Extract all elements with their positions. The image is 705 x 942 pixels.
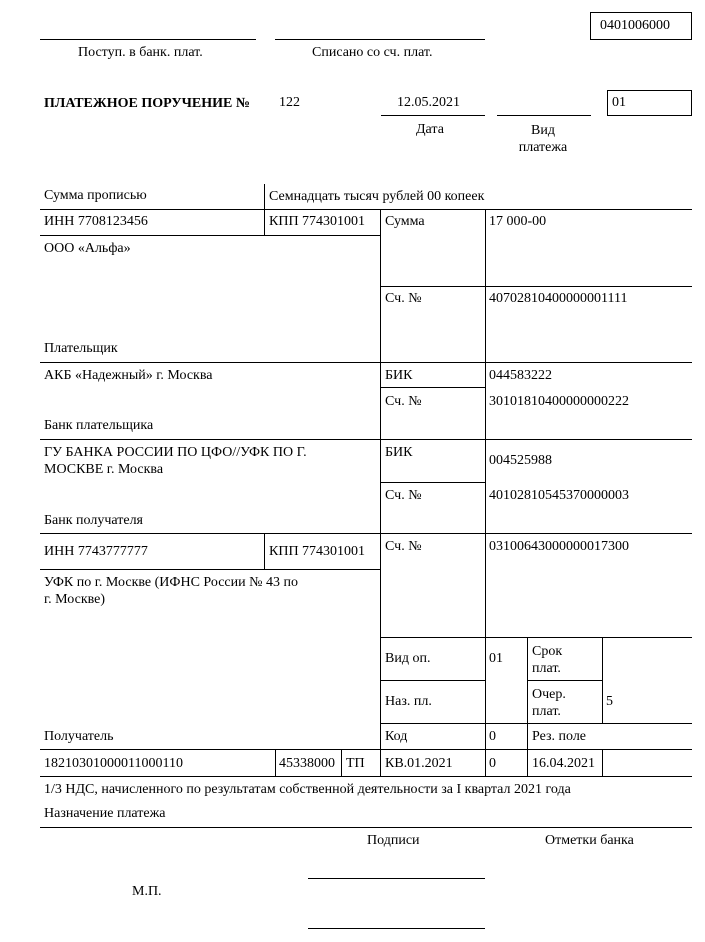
bank-marks-label: Отметки банка [545, 833, 634, 848]
grid-line [527, 637, 528, 776]
payee-inn: ИНН 7743777777 [44, 544, 148, 559]
payer-name: ООО «Альфа» [44, 241, 131, 256]
grid-line [341, 749, 342, 776]
sum-value: 17 000-00 [489, 214, 547, 229]
purpose-code-label: Наз. пл. [385, 694, 432, 709]
kbk: 18210301000011000110 [44, 756, 183, 771]
operation-type-label: Вид оп. [385, 651, 431, 666]
stamp-label: М.П. [132, 884, 162, 899]
grid-line [275, 749, 276, 776]
amount-words-label: Сумма прописью [44, 188, 147, 203]
grid-line [485, 209, 486, 362]
payment-order-value: 5 [606, 694, 613, 709]
sum-label: Сумма [385, 214, 425, 229]
purpose-label: Назначение платежа [44, 806, 166, 821]
payer-bank-bik-label: БИК [385, 368, 413, 383]
grid-line [485, 533, 486, 776]
payee-bank-name-line1: ГУ БАНКА РОССИИ ПО ЦФО//УФК ПО Г. [44, 445, 307, 460]
grid-line [527, 680, 602, 681]
grid-line [40, 569, 380, 570]
payer-account-label: Сч. № [385, 291, 422, 306]
payee-bank-bik: 004525988 [489, 453, 552, 468]
grid-line [264, 209, 265, 235]
code-value: 0 [489, 729, 496, 744]
payer-bank-label: Банк плательщика [44, 418, 154, 433]
signature-line-1 [308, 878, 485, 879]
grid-line [380, 209, 381, 776]
purpose-text: 1/3 НДС, начисленного по результатам собственной деятельности за I квартал 2021 года [44, 782, 571, 797]
payer-bank-bik: 044583222 [489, 368, 552, 383]
payee-bank-label: Банк получателя [44, 513, 143, 528]
payee-account-label: Сч. № [385, 539, 422, 554]
date-label: Дата [416, 122, 444, 137]
amount-words-value: Семнадцать тысяч рублей 00 копеек [269, 189, 485, 204]
payer-kpp: КПП 774301001 [269, 214, 366, 229]
tax-period: КВ.01.2021 [385, 756, 453, 771]
reserve-field-label: Рез. поле [532, 729, 587, 744]
payer-bank-account-label: Сч. № [385, 394, 422, 409]
received-label: Поступ. в банк. плат. [78, 45, 203, 60]
grid-line [40, 749, 692, 750]
signatures-label: Подписи [367, 833, 420, 848]
grid-line [602, 637, 603, 723]
payee-bank-name-line2: МОСКВЕ г. Москва [44, 462, 164, 477]
grid-line [40, 439, 692, 440]
payee-kpp: КПП 774301001 [269, 544, 366, 559]
code-label: Код [385, 729, 408, 744]
grid-line [40, 362, 692, 363]
grid-line [380, 482, 485, 483]
date-line [381, 115, 485, 116]
code-box-value: 01 [612, 95, 626, 110]
form-code: 0401006000 [600, 18, 670, 33]
payee-bank-bik-label: БИК [385, 445, 413, 460]
grid-line [40, 776, 692, 777]
payment-type-label: Вид платежа [518, 123, 568, 155]
payee-name-line1: УФК по г. Москве (ИФНС России № 43 по [44, 575, 298, 590]
grid-line [40, 235, 380, 236]
grid-line [40, 533, 692, 534]
payer-bank-name: АКБ «Надежный» г. Москва [44, 368, 213, 383]
debited-line [275, 39, 485, 40]
grid-line [602, 749, 603, 776]
tax-doc-number: 0 [489, 756, 496, 771]
grid-line [264, 533, 265, 569]
grid-line [380, 723, 692, 724]
payment-order-label: Очер. плат. [532, 687, 566, 719]
grid-line [264, 184, 265, 209]
payee-bank-account-label: Сч. № [385, 488, 422, 503]
grid-line [485, 362, 486, 439]
grid-line [380, 637, 692, 638]
document-date: 12.05.2021 [397, 95, 460, 110]
payer-account: 40702810400000001111 [489, 291, 628, 306]
payee-bank-account: 40102810545370000003 [489, 488, 629, 503]
received-line [40, 39, 256, 40]
grid-line [380, 387, 485, 388]
payer-label: Плательщик [44, 341, 118, 356]
grid-line [485, 439, 486, 533]
operation-type-value: 01 [489, 651, 503, 666]
grid-line [380, 286, 692, 287]
payee-account: 03100643000000017300 [489, 539, 629, 554]
payment-type-line [497, 115, 591, 116]
tax-doc-date: 16.04.2021 [532, 756, 595, 771]
document-number: 122 [279, 95, 300, 110]
payee-label: Получатель [44, 729, 114, 744]
signature-line-2 [308, 928, 485, 929]
tax-basis: ТП [346, 756, 365, 771]
oktmo: 45338000 [279, 756, 335, 771]
debited-label: Списано со сч. плат. [312, 45, 433, 60]
payer-inn: ИНН 7708123456 [44, 214, 148, 229]
document-title: ПЛАТЕЖНОЕ ПОРУЧЕНИЕ № [44, 96, 250, 111]
payee-name-line2: г. Москве) [44, 592, 106, 607]
grid-line [40, 827, 692, 828]
grid-line [40, 209, 692, 210]
payment-term-label: Срок плат. [532, 644, 563, 676]
grid-line [380, 680, 485, 681]
payer-bank-account: 30101810400000000222 [489, 394, 629, 409]
